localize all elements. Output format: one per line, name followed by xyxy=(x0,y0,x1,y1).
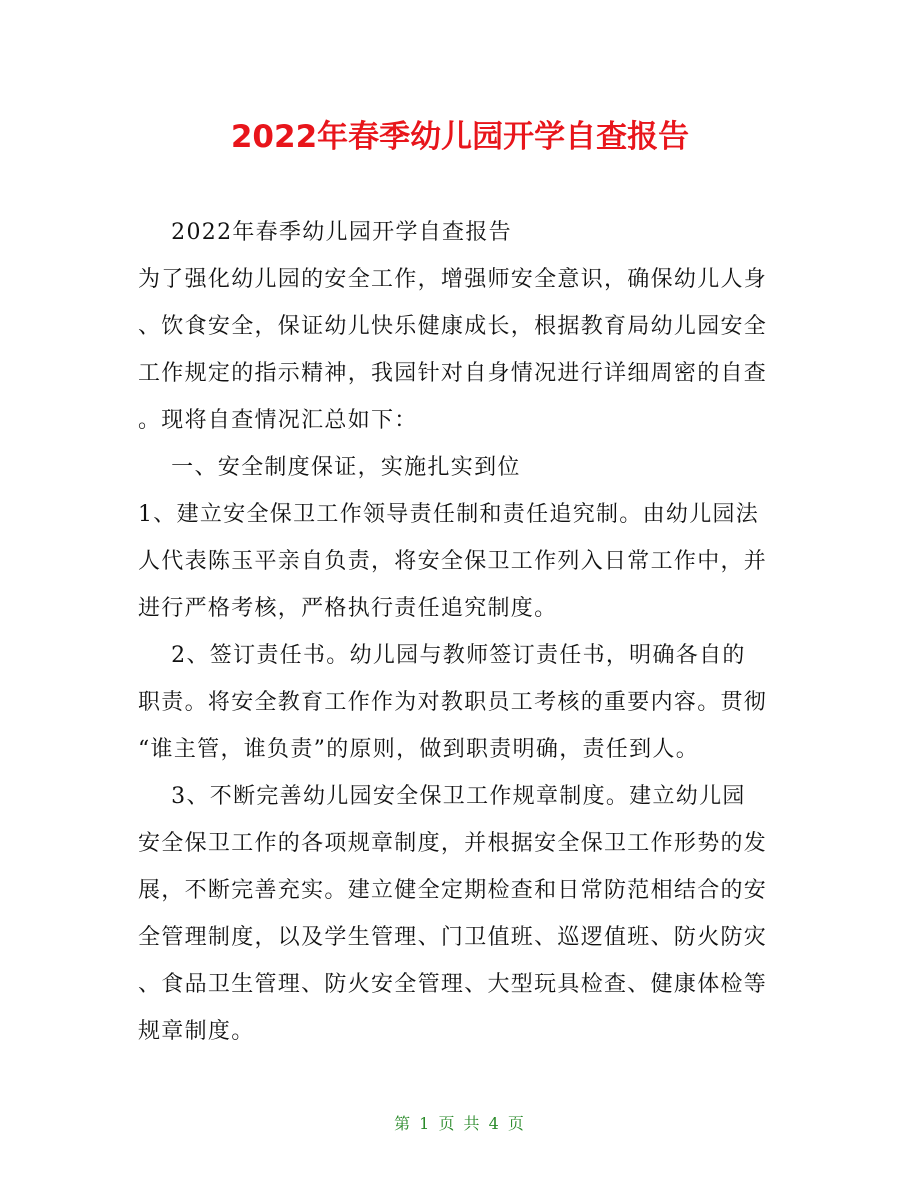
body-line: 1、建立安全保卫工作领导责任制和责任追究制。由幼儿园法 xyxy=(138,502,760,527)
body-line: 工作规定的指示精神，我园针对自身情况进行详细周密的自查 xyxy=(138,361,768,386)
body-line: 2、签订责任书。幼儿园与教师签订责任书，明确各自的 xyxy=(138,643,746,668)
body-line: 。现将自查情况汇总如下： xyxy=(138,408,418,433)
body-line: 3、不断完善幼儿园安全保卫工作规章制度。建立幼儿园 xyxy=(138,784,746,809)
document-title: 2022年春季幼儿园开学自查报告 xyxy=(230,119,690,155)
body-line: 进行严格考核，严格执行责任追究制度。 xyxy=(138,596,558,621)
body-line: 职责。将安全教育工作作为对教职员工考核的重要内容。贯彻 xyxy=(138,690,768,715)
body-line: 、饮食安全，保证幼儿快乐健康成长，根据教育局幼儿园安全 xyxy=(138,314,768,339)
body-line: 为了强化幼儿园的安全工作，增强师安全意识，确保幼儿人身 xyxy=(138,267,768,292)
body-line: 2022年春季幼儿园开学自查报告 xyxy=(138,220,512,245)
page-footer: 第 1 页 共 4 页 xyxy=(394,1114,526,1133)
body-line: 人代表陈玉平亲自负责，将安全保卫工作列入日常工作中，并 xyxy=(138,549,768,574)
body-line: 、食品卫生管理、防火安全管理、大型玩具检查、健康体检等 xyxy=(138,972,768,997)
section-heading: 一、安全制度保证，实施扎实到位 xyxy=(138,455,521,480)
body-line: 全管理制度，以及学生管理、门卫值班、巡逻值班、防火防灾 xyxy=(138,925,768,950)
body-line: 规章制度。 xyxy=(138,1019,255,1044)
body-line: “谁主管，谁负责”的原则，做到职责明确，责任到人。 xyxy=(138,737,699,762)
body-line: 安全保卫工作的各项规章制度，并根据安全保卫工作形势的发 xyxy=(138,831,768,856)
body-line: 展，不断完善充实。建立健全定期检查和日常防范相结合的安 xyxy=(138,878,768,903)
